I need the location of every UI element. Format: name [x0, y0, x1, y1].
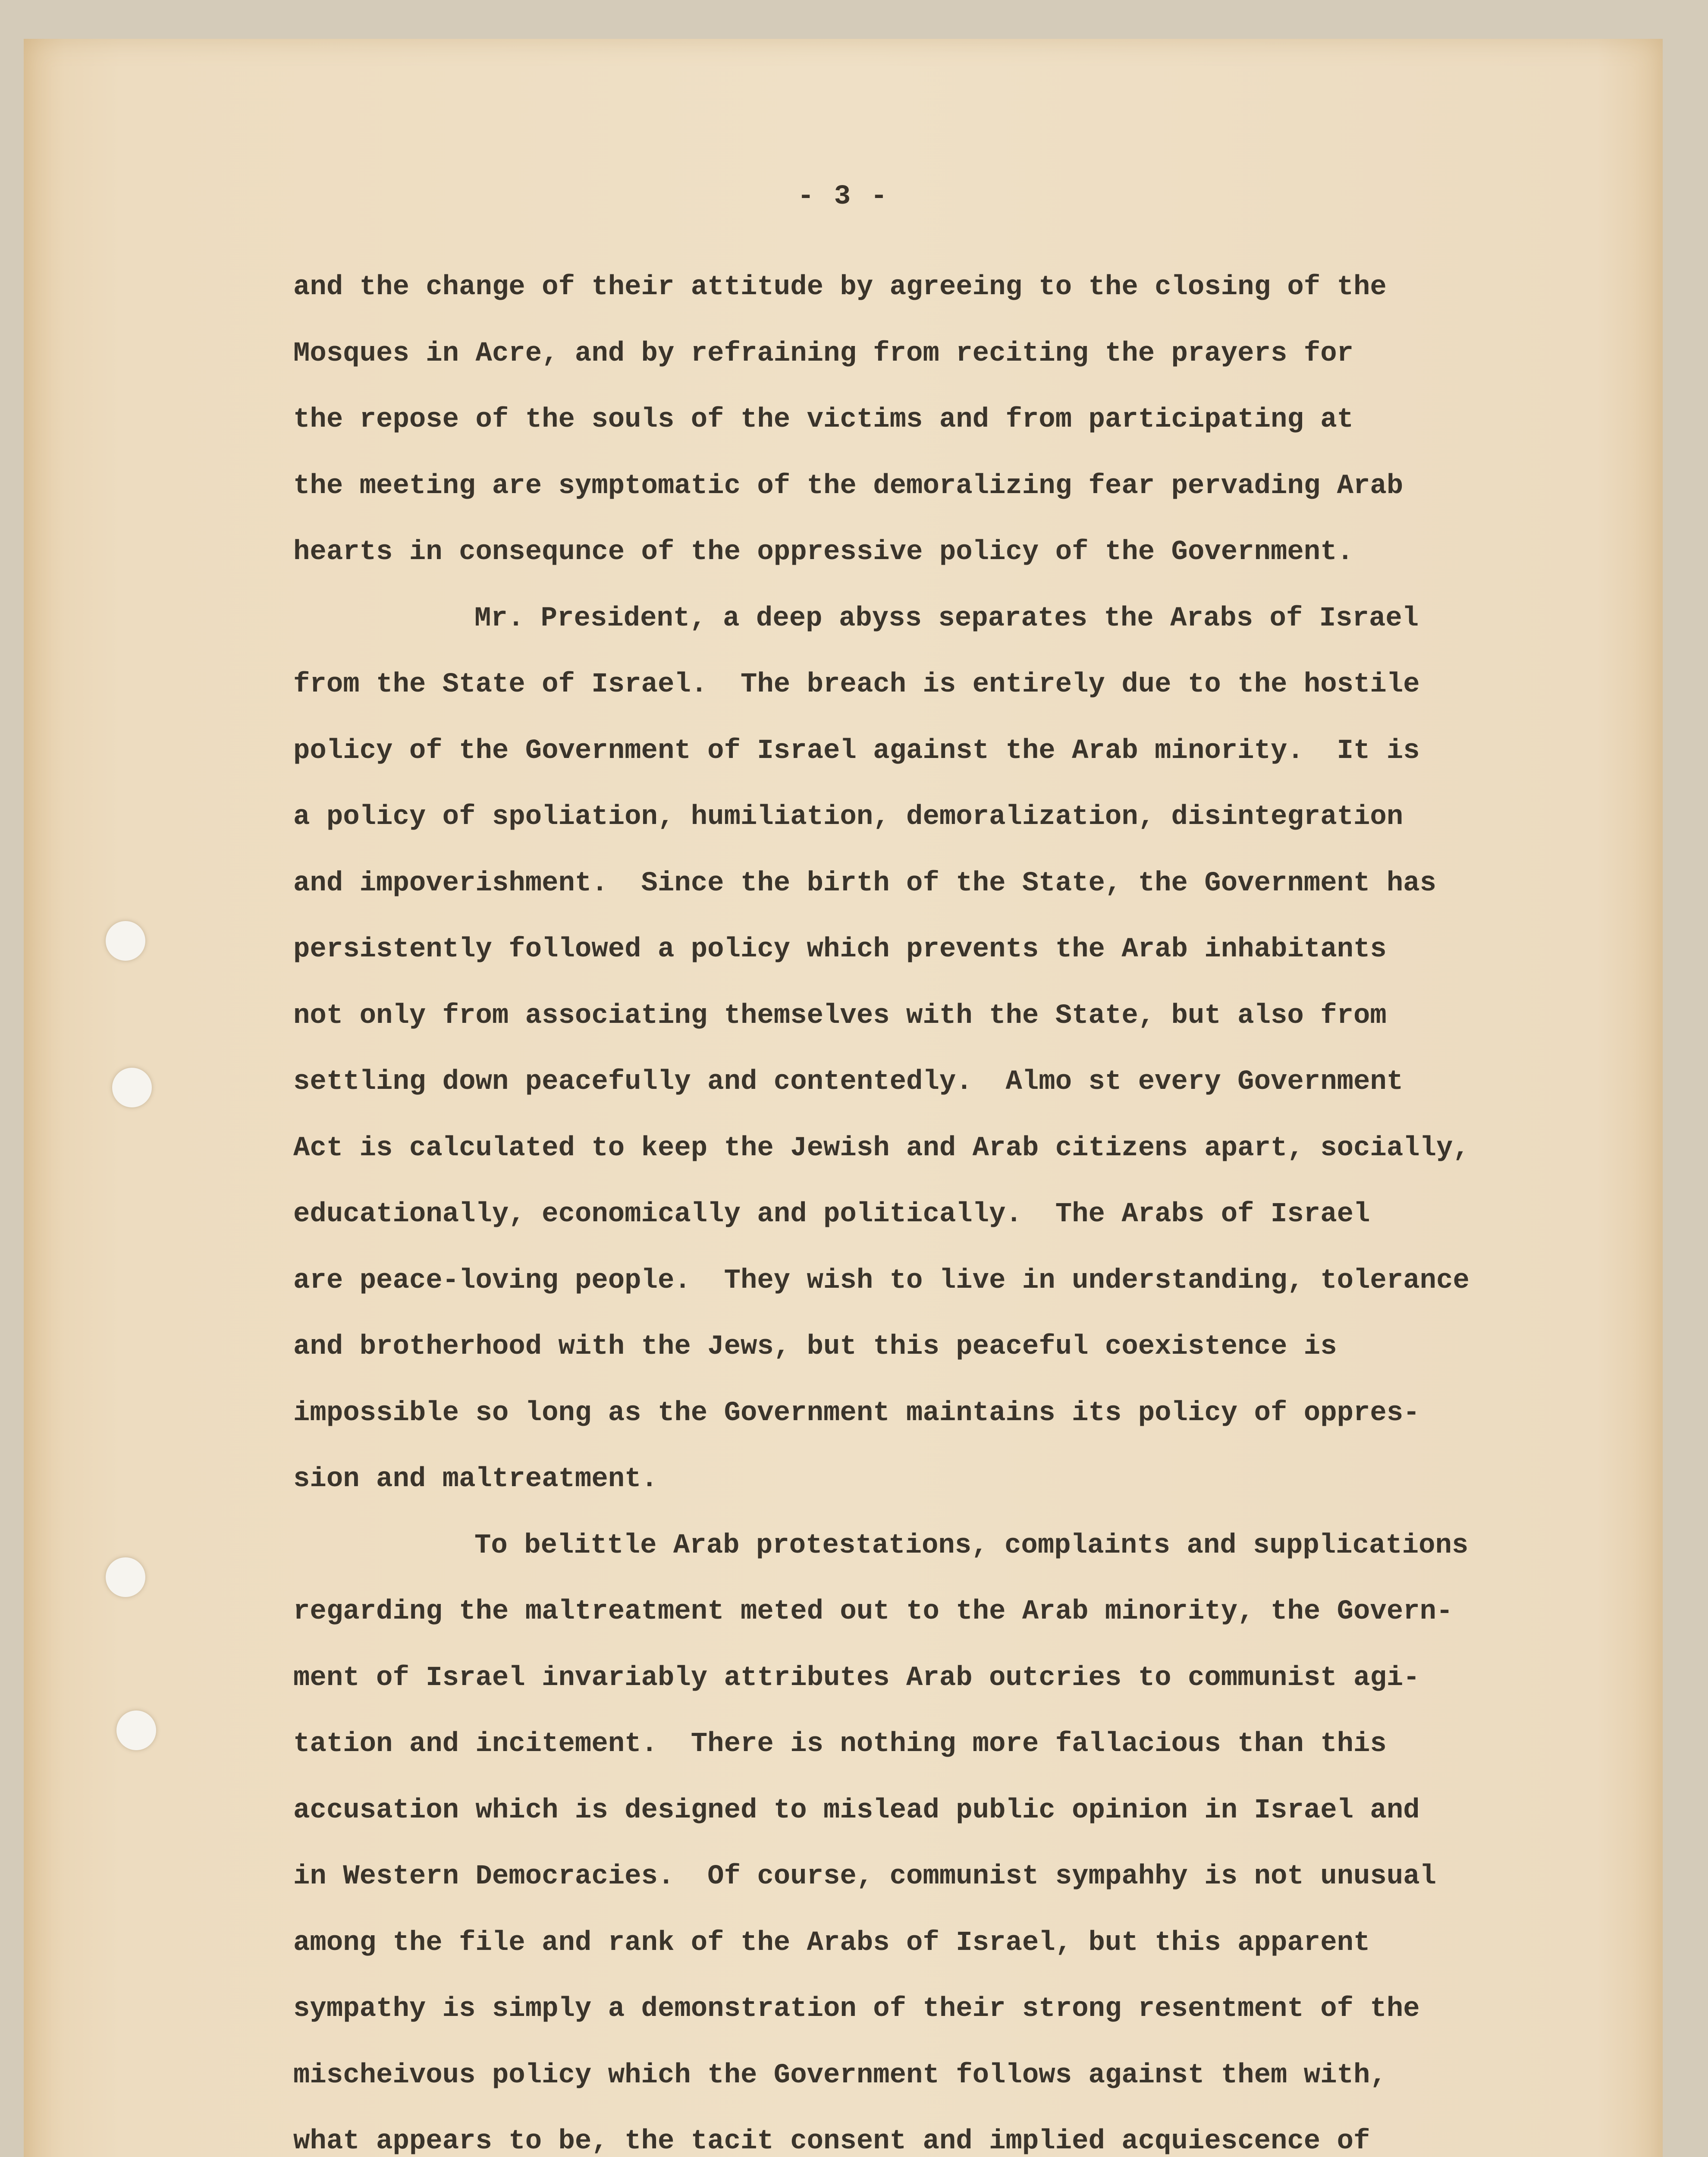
text-line: and brotherhood with the Jews, but this peaceful coexistence is — [293, 1331, 1337, 1362]
text-line: the meeting are symptomatic of the demoralizing fear pervading Arab — [293, 470, 1403, 502]
text-line: sion and maltreatment. — [293, 1464, 658, 1495]
text-line: and the change of their attitude by agreeing to the closing of the — [293, 272, 1387, 303]
text-line: Mosques in Acre, and by refraining from reciting the prayers for — [293, 338, 1353, 369]
text-line: To belittle Arab protestations, complaints and supplications — [474, 1530, 1469, 1561]
text-line: Act is calculated to keep the Jewish and Arab citizens apart, socially, — [293, 1132, 1469, 1164]
text-line: and impoverishment. Since the birth of the State, the Government has — [293, 868, 1437, 899]
text-line: ment of Israel invariably attributes Arab outcries to communist agi- — [293, 1662, 1420, 1694]
text-line: settling down peacefully and contentedly. Almo st every Government — [293, 1066, 1403, 1097]
text-line: the repose of the souls of the victims and from participating at — [293, 404, 1353, 435]
text-line: not only from associating themselves with the State, but also from — [293, 1000, 1387, 1031]
text-line: a policy of spoliation, humiliation, demoralization, disintegration — [293, 802, 1403, 833]
text-line: regarding the maltreatment meted out to the Arab minority, the Govern- — [293, 1596, 1453, 1627]
text-line: persistently followed a policy which prevents the Arab inhabitants — [293, 934, 1387, 965]
punch-hole — [112, 1068, 152, 1107]
text-line: educationally, economically and politically. The Arabs of Israel — [293, 1199, 1370, 1230]
page-number: - 3 - — [797, 181, 889, 212]
text-line: accusation which is designed to mislead public opinion in Israel and — [293, 1795, 1420, 1826]
text-line: among the file and rank of the Arabs of Israel, but this apparent — [293, 1927, 1370, 1959]
letter-body — [293, 255, 1691, 2157]
document-page — [24, 39, 1663, 2157]
text-line: what appears to be, the tacit consent and implied acquiescence of — [293, 2126, 1370, 2157]
text-line: Mr. President, a deep abyss separates the Arabs of Israel — [474, 603, 1419, 634]
punch-hole — [106, 1557, 145, 1597]
text-line: from the State of Israel. The breach is entirely due to the hostile — [293, 669, 1420, 700]
punch-hole — [106, 921, 145, 961]
text-line: mischeivous policy which the Government follows against them with, — [293, 2060, 1387, 2091]
text-line: hearts in consequnce of the oppressive policy of the Government. — [293, 537, 1353, 568]
punch-hole — [116, 1711, 156, 1750]
text-line: policy of the Government of Israel against the Arab minority. It is — [293, 735, 1420, 767]
text-line: impossible so long as the Government maintains its policy of oppres- — [293, 1397, 1420, 1429]
text-line: in Western Democracies. Of course, communist sympahhy is not unusual — [293, 1861, 1437, 1892]
text-line: are peace-loving people. They wish to live in understanding, tolerance — [293, 1265, 1469, 1296]
text-line: tation and incitement. There is nothing more fallacious than this — [293, 1729, 1387, 1760]
text-line: sympathy is simply a demonstration of their strong resentment of the — [293, 1993, 1420, 2025]
